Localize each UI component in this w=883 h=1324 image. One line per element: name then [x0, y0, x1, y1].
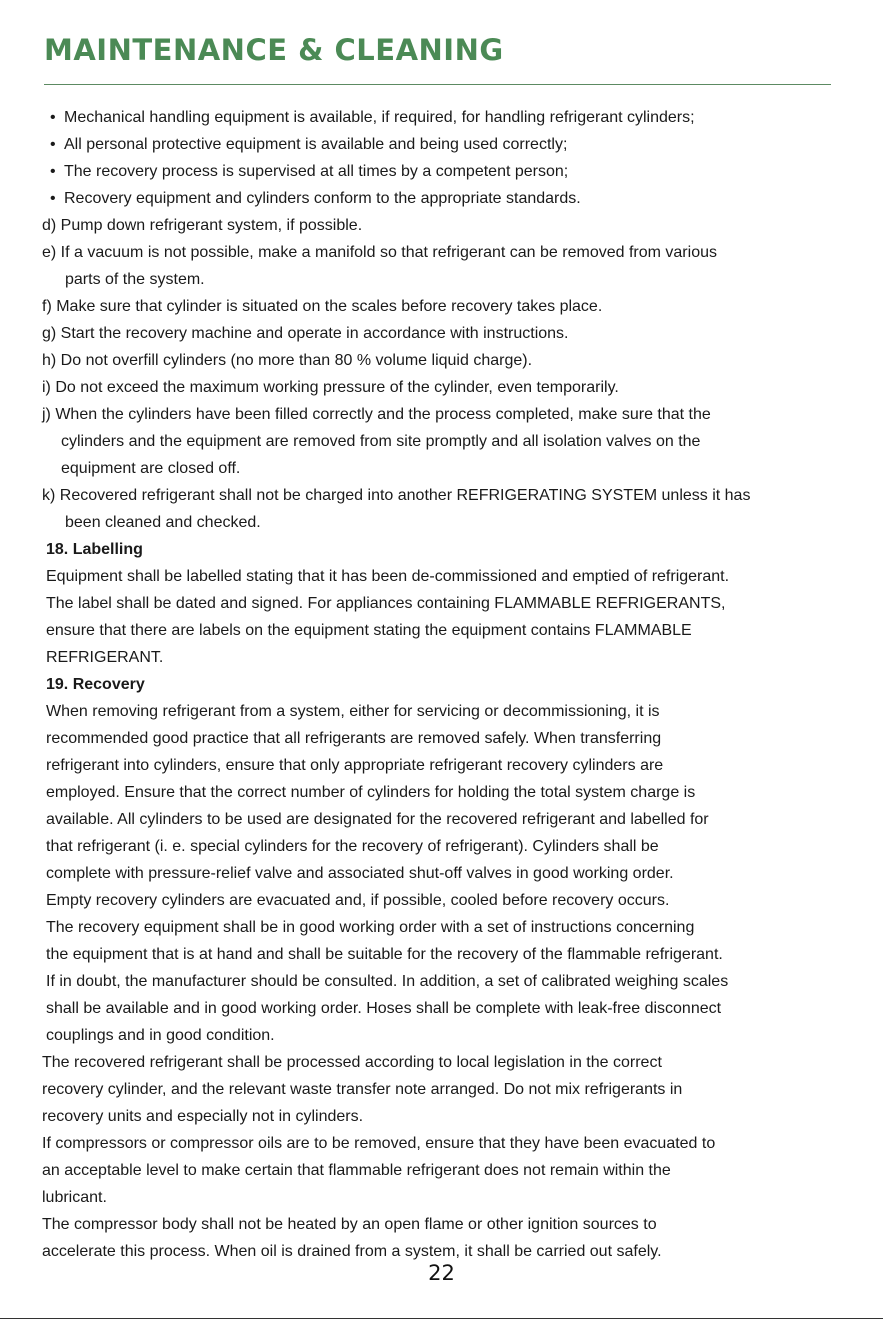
- step-d: d) Pump down refrigerant system, if possible.: [42, 217, 363, 234]
- paragraph-line: an acceptable level to make certain that flammable refrigerant does not remain within the: [42, 1162, 671, 1179]
- paragraph-line: If compressors or compressor oils are to be removed, ensure that they have been evacuated to: [42, 1135, 716, 1152]
- paragraph-line: employed. Ensure that the correct number of cylinders for holding the total system charge is: [46, 784, 696, 801]
- page-number: 22: [428, 1261, 455, 1285]
- section-heading-recovery: 19. Recovery: [46, 676, 145, 693]
- paragraph-line: The compressor body shall not be heated by an open flame or other ignition sources to: [42, 1216, 657, 1233]
- paragraph-line: refrigerant into cylinders, ensure that only appropriate refrigerant recovery cylinders are: [46, 757, 664, 774]
- paragraph-line: complete with pressure-relief valve and associated shut-off valves in good working order.: [46, 865, 674, 882]
- step-k: k) Recovered refrigerant shall not be charged into another REFRIGERATING SYSTEM unless it has: [42, 487, 751, 504]
- paragraph-line: The recovered refrigerant shall be processed according to local legislation in the correct: [42, 1054, 662, 1071]
- paragraph-line: recovery cylinder, and the relevant waste transfer note arranged. Do not mix refrigerants in: [42, 1081, 683, 1098]
- step-j: j) When the cylinders have been filled correctly and the process completed, make sure that the: [42, 406, 711, 423]
- paragraph-line: accelerate this process. When oil is drained from a system, it shall be carried out safely.: [42, 1243, 662, 1260]
- bottom-divider: [0, 1318, 883, 1319]
- paragraph-line: couplings and in good condition.: [46, 1027, 275, 1044]
- section-heading-labelling: 18. Labelling: [46, 541, 143, 558]
- step-j-continued: equipment are closed off.: [61, 460, 241, 477]
- step-g: g) Start the recovery machine and operate in accordance with instructions.: [42, 325, 569, 342]
- step-k-continued: been cleaned and checked.: [65, 514, 261, 531]
- paragraph-line: lubricant.: [42, 1189, 107, 1206]
- paragraph-line: Equipment shall be labelled stating that it has been de-commissioned and emptied of refrigerant.: [46, 568, 730, 585]
- step-j-continued: cylinders and the equipment are removed from site promptly and all isolation valves on the: [61, 433, 701, 450]
- step-e: e) If a vacuum is not possible, make a manifold so that refrigerant can be removed from various: [42, 244, 717, 261]
- bullet-item: • Mechanical handling equipment is available, if required, for handling refrigerant cylinders;: [50, 109, 695, 126]
- paragraph-line: shall be available and in good working order. Hoses shall be complete with leak-free disconnect: [46, 1000, 722, 1017]
- bullet-item: • Recovery equipment and cylinders conform to the appropriate standards.: [50, 190, 581, 207]
- paragraph-line: The recovery equipment shall be in good working order with a set of instructions concerning: [46, 919, 695, 936]
- title-divider: [44, 84, 831, 85]
- step-e-continued: parts of the system.: [65, 271, 205, 288]
- bullet-item: • The recovery process is supervised at all times by a competent person;: [50, 163, 569, 180]
- step-h: h) Do not overfill cylinders (no more than 80 % volume liquid charge).: [42, 352, 533, 369]
- paragraph-line: The label shall be dated and signed. For appliances containing FLAMMABLE REFRIGERANTS,: [46, 595, 726, 612]
- paragraph-line: Empty recovery cylinders are evacuated and, if possible, cooled before recovery occurs.: [46, 892, 670, 909]
- bullet-item: • All personal protective equipment is available and being used correctly;: [50, 136, 568, 153]
- paragraph-line: the equipment that is at hand and shall be suitable for the recovery of the flammable refrigerant.: [46, 946, 723, 963]
- paragraph-line: When removing refrigerant from a system, either for servicing or decommissioning, it is: [46, 703, 660, 720]
- paragraph-line: that refrigerant (i. e. special cylinders for the recovery of refrigerant). Cylinders shall be: [46, 838, 659, 855]
- paragraph-line: available. All cylinders to be used are designated for the recovered refrigerant and labelled for: [46, 811, 709, 828]
- paragraph-line: recommended good practice that all refrigerants are removed safely. When transferring: [46, 730, 662, 747]
- paragraph-line: If in doubt, the manufacturer should be consulted. In addition, a set of calibrated weighing scales: [46, 973, 729, 990]
- paragraph-line: ensure that there are labels on the equipment stating the equipment contains FLAMMABLE: [46, 622, 692, 639]
- paragraph-line: recovery units and especially not in cylinders.: [42, 1108, 364, 1125]
- body-text: [42, 104, 842, 1265]
- paragraph-line: REFRIGERANT.: [46, 649, 164, 666]
- page-title: MAINTENANCE & CLEANING: [44, 33, 504, 67]
- step-f: f) Make sure that cylinder is situated on the scales before recovery takes place.: [42, 298, 603, 315]
- step-i: i) Do not exceed the maximum working pressure of the cylinder, even temporarily.: [42, 379, 619, 396]
